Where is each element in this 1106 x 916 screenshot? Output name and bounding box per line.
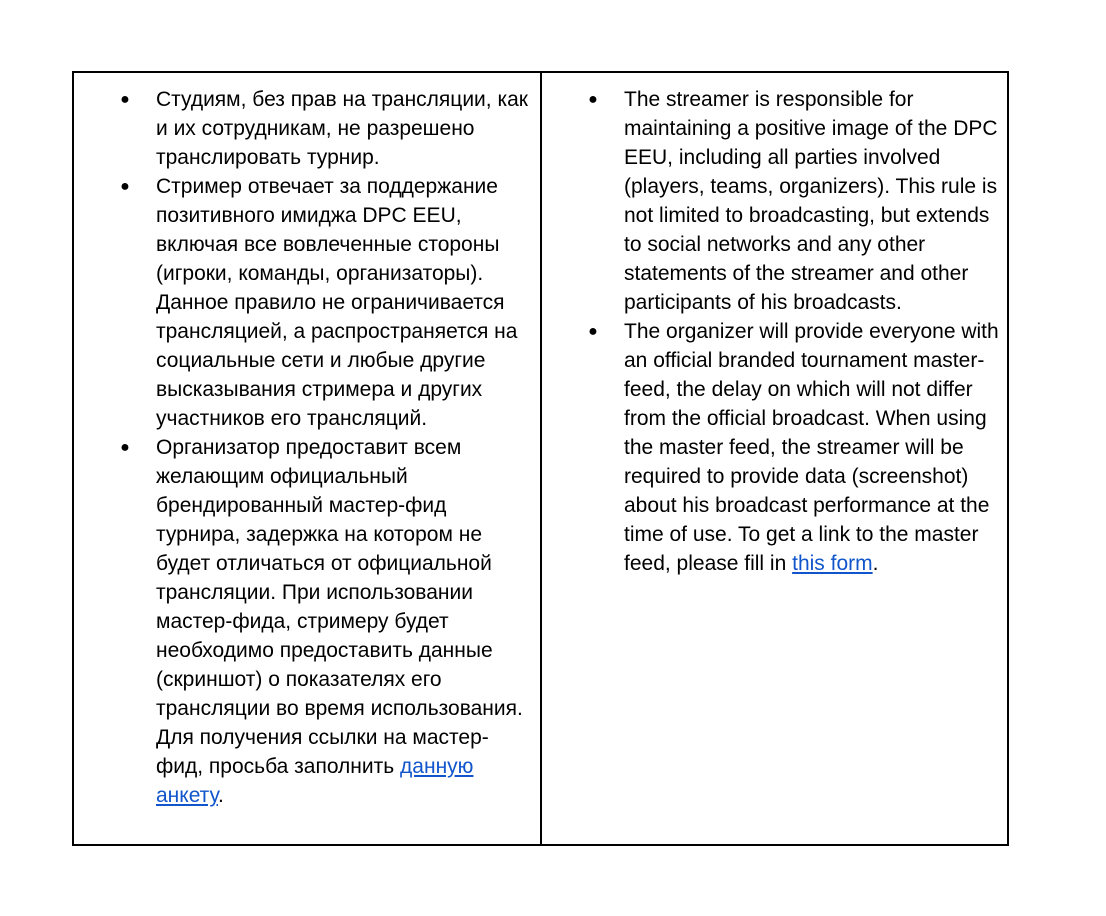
list-item [586, 317, 1001, 578]
list-item [586, 85, 1001, 317]
english-column [542, 73, 1007, 844]
list-item-text-end: . [217, 784, 224, 807]
bullet-icon: ● [588, 91, 598, 108]
list-item [118, 172, 530, 433]
bullet-icon: ● [120, 178, 130, 195]
form-link[interactable]: данную анкету [156, 755, 474, 807]
list-item-text: Стример отвечает за поддержание позитивного имиджа DPC EEU, включая все вовлеченные стороны (игроки, команды, организаторы). Данное правило не ограничивается трансляцией, а распространяется на социальные сети и любые другие высказывания стримера и других участников его трансляций. [156, 175, 518, 430]
list-item [118, 85, 530, 172]
list-item-text: The organizer will provide everyone with an official branded tournament master-feed, the delay on which will not differ from the official broadcast. When using the master feed, the streamer will be required to provide data (screenshot) about his broadcast performance at the time of use. To get a link to the master feed, please fill in [624, 320, 999, 575]
english-bullet-list [586, 85, 1001, 578]
list-item-text: The streamer is responsible for maintaining a positive image of the DPC EEU, including all parties involved (players, teams, organizers). This rule is not limited to broadcasting, but extends to social networks and any other statements of the streamer and other participants of his broadcasts. [624, 88, 998, 314]
bullet-icon: ● [120, 91, 130, 108]
russian-column [74, 73, 542, 844]
list-item-text: Организатор предоставит всем желающим официальный брендированный мастер-фид турнира, задержка на котором не будет отличаться от официальной трансляции. При использовании мастер-фида, стримеру будет необходимо предоставить данные (скриншот) о показателях его трансляции во время использования. Для получения ссылки на мастер-фид, просьба заполнить [156, 436, 523, 778]
bullet-icon: ● [588, 323, 598, 340]
russian-bullet-list [118, 85, 530, 810]
list-item-text-end: . [872, 552, 879, 575]
list-item [118, 433, 530, 810]
bullet-icon: ● [120, 439, 130, 456]
form-link[interactable]: this form [792, 552, 873, 575]
bilingual-rules-table [72, 71, 1009, 846]
list-item-text: Студиям, без прав на трансляции, как и их сотрудникам, не разрешено транслировать турнир. [156, 88, 528, 169]
